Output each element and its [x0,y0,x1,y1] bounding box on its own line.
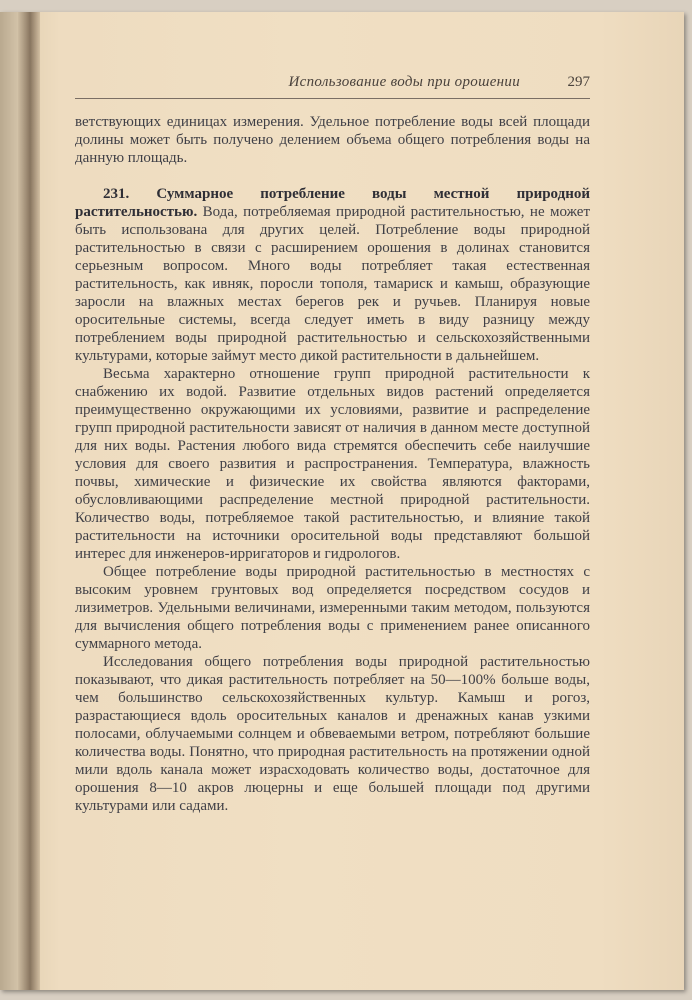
book-gutter-shadow [18,12,40,990]
page-number: 297 [567,74,590,90]
paragraph-text: Исследования общего потребления воды природной растительностью показывают, что дикая растительность потребляет на 50—100% больше воды, чем большинство сельскохозяйственных культур. Камыш и рогоз, разрастающиеся вдоль оросительных каналов и дренажных канав узкими полосами, облучаемыми солнцем и обвеваемыми ветром, потребляют большие количества воды. Понятно, что природная растительность на протяжении одной мили вдоль канала может израсходовать количество воды, достаточное для орошения 8—10 акров люцерны и еще большей площади под другими культурами или садами. [75,654,590,814]
paragraph [75,365,590,563]
paragraph-text: Весьма характерно отношение групп природной растительности к снабжению их водой. Развитие отдельных видов растений определяется преимущественно окружающими их условиями, развитие и распределение групп природной растительности зависят от наличия в данном месте доступной для них воды. Растения любого вида стремятся обеспечить себе наилучшие условия для своего развития и распространения. Температура, влажность почвы, химические и физические их свойства являются факторами, обусловливающими распределение местной природной растительности. Количество воды, потребляемое такой растительностью, и влияние такой растительности на источники оросительной воды представляют большой интерес для инженеров-ирригаторов и гидрологов. [75,366,590,562]
running-title: Использование воды при орошении [288,74,520,90]
paragraph [75,653,590,815]
header-rule [75,98,590,99]
page-header [75,74,590,94]
paragraph [75,563,590,653]
paragraph-text: Общее потребление воды природной растительностью в местностях с высоким уровнем грунтовых вод определяется посредством сосудов и лизиметров. Удельными величинами, измеренными таким методом, пользуются для вычисления общего потребления воды с применением ранее описанного суммарного метода. [75,564,590,652]
paragraph-section-231 [75,185,590,365]
paragraph-text: Вода, потребляемая природной растительностью, не может быть использована для других целей. Потребление воды природной растительностью в связи с расширением орошения в долинах становится серьезным вопросом. Много воды потребляет такая естественная растительность, как ивняк, поросли тополя, тамариск и камыш, образующие заросли на влажных местах берегов рек и ручьев. Планируя новые оросительные системы, всегда следует иметь в виду разницу между потреблением воды природной растительностью и сельскохозяйственными культурами, которые займут место дикой растительности в дальнейшем. [75,204,591,364]
paragraph-text: ветствующих единицах измерения. Удельное потребление воды всей площади долины может быть получено делением объема общего потребления воды на данную площадь. [75,114,590,166]
paragraph-continuation [75,113,590,167]
section-heading: 231. Суммарное потребление воды местной природной растительностью. [75,186,590,220]
body-text [75,113,590,815]
